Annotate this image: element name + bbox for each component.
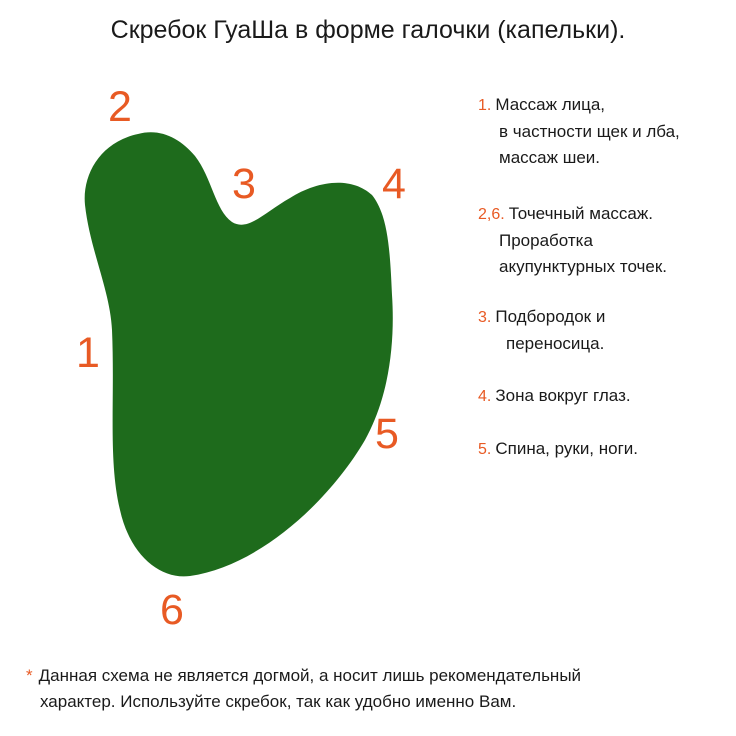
legend-number: 2,6. [478,206,505,223]
zone-number-5: 5 [375,410,399,458]
legend-number: 1. [478,97,492,114]
zone-number-3: 3 [232,160,256,208]
legend-item-3 [478,304,605,357]
legend-number: 4. [478,388,492,405]
legend-text: Проработка [499,231,593,250]
zone-number-1: 1 [76,329,100,377]
footnote [26,663,726,715]
legend-text: Подбородок и [495,307,606,326]
page-title: Скребок ГуаШа в форме галочки (капельки). [110,16,626,44]
zone-number-4: 4 [382,160,406,208]
zone-number-6: 6 [160,586,184,634]
legend-number: 3. [478,309,492,326]
legend-item-5 [478,436,638,463]
legend-item-4 [478,383,631,410]
zone-number-2: 2 [108,83,132,131]
legend-text: Спина, руки, ноги. [495,439,639,458]
legend-text: Зона вокруг глаз. [495,386,631,405]
legend-text: переносица. [506,334,605,353]
legend-text: Массаж лица, [495,95,606,114]
legend-item-2-6 [478,201,667,280]
footnote-line-2: характер. Используйте скребок, так как удобно именно Вам. [40,692,517,711]
footnote-line-1: Данная схема не является догмой, а носит лишь рекомендательный [38,666,582,685]
legend-number: 5. [478,441,492,458]
legend-text: акупунктурных точек. [499,257,668,276]
legend-item-1 [478,92,680,171]
legend-text: в частности щек и лба, [499,122,680,141]
footnote-asterisk: * [26,666,33,685]
legend-text: массаж шеи. [499,148,601,167]
legend-text: Точечный массаж. [508,204,653,223]
